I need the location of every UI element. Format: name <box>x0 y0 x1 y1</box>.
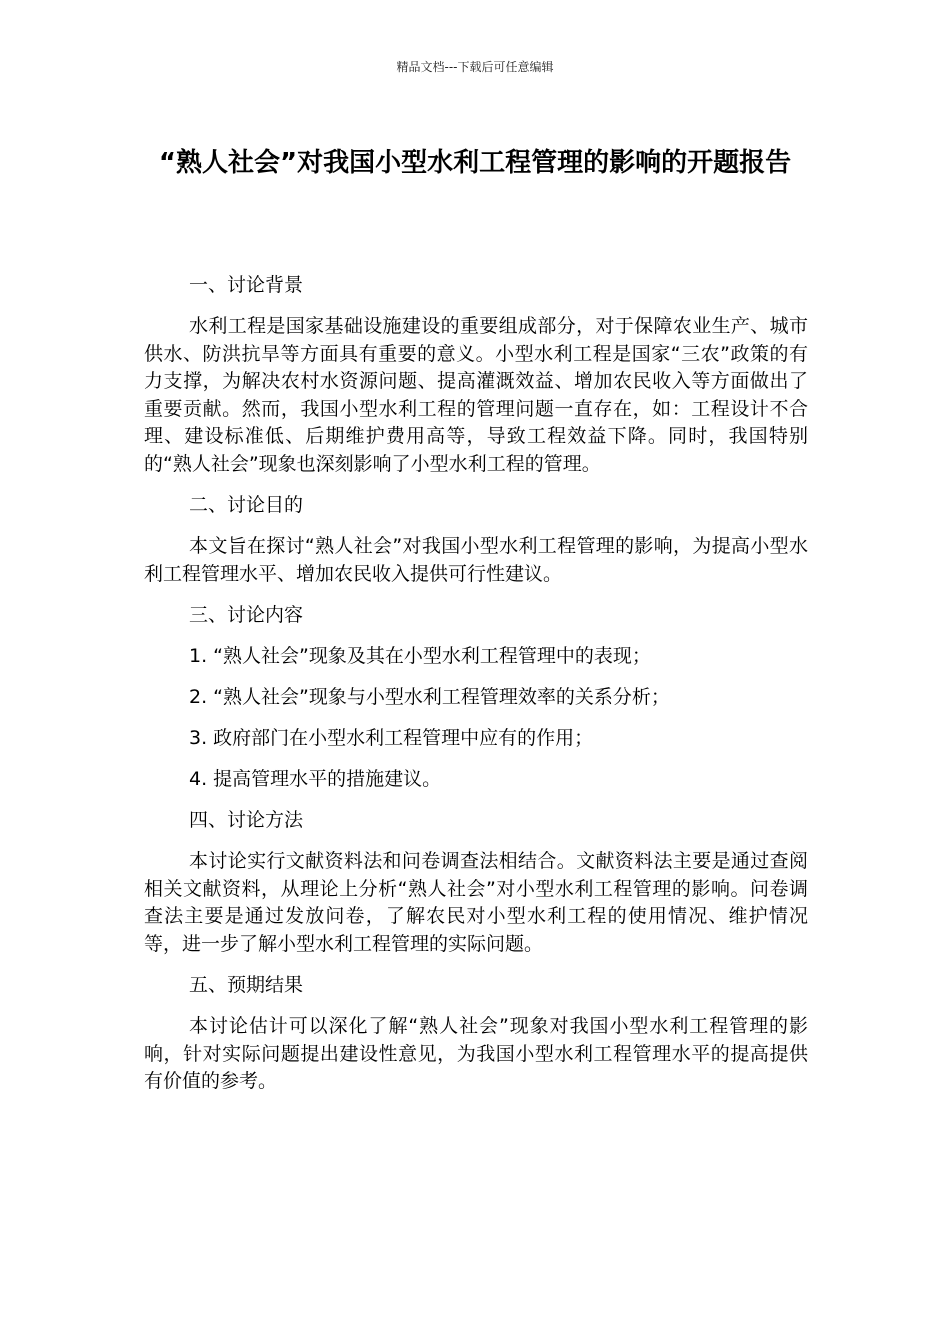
document-body <box>144 272 808 1110</box>
section-heading-expected-results: 五、预期结果 <box>189 974 304 996</box>
paragraph-purpose: 本文旨在探讨“熟人社会”对我国小型水利工程管理的影响，为提高小型水利工程管理水平、增加农民收入提供可行性建议。 <box>144 535 808 585</box>
section-heading-purpose: 二、讨论目的 <box>189 494 304 516</box>
paragraph-background: 水利工程是国家基础设施建设的重要组成部分，对于保障农业生产、城市供水、防洪抗旱等方面具有重要的意义。小型水利工程是国家“三农”政策的有力支撑，为解决农村水资源问题、提高灌溉效益、增加农民收入等方面做出了重要贡献。然而，我国小型水利工程的管理问题一直存在，如：工程设计不合理、建设标准低、后期维护费用高等，导致工程效益下降。同时，我国特别的“熟人社会”现象也深刻影响了小型水利工程的管理。 <box>144 315 808 475</box>
list-item: 3. 政府部门在小型水利工程管理中应有的作用； <box>189 727 594 749</box>
paragraph-expected-results: 本讨论估计可以深化了解“熟人社会”现象对我国小型水利工程管理的影响，针对实际问题提出建设性意见，为我国小型水利工程管理水平的提高提供有价值的参考。 <box>144 1015 808 1092</box>
list-item: 2. “熟人社会”现象与小型水利工程管理效率的关系分析； <box>189 686 670 708</box>
section-heading-background: 一、讨论背景 <box>189 274 304 296</box>
list-item: 1. “熟人社会”现象及其在小型水利工程管理中的表现； <box>189 645 651 667</box>
list-item: 4. 提高管理水平的措施建议。 <box>189 768 442 790</box>
paragraph-method: 本讨论实行文献资料法和问卷调查法相结合。文献资料法主要是通过查阅相关文献资料，从理论上分析“熟人社会”对小型水利工程管理的影响。问卷调查法主要是通过发放问卷，了解农民对小型水利工程的使用情况、维护情况等，进一步了解小型水利工程管理的实际问题。 <box>144 850 808 955</box>
header-note: 精品文档---下载后可任意编辑 <box>396 60 554 74</box>
section-heading-method: 四、讨论方法 <box>189 809 304 831</box>
section-heading-content: 三、讨论内容 <box>189 604 304 626</box>
document-title: “熟人社会”对我国小型水利工程管理的影响的开题报告 <box>158 148 792 178</box>
